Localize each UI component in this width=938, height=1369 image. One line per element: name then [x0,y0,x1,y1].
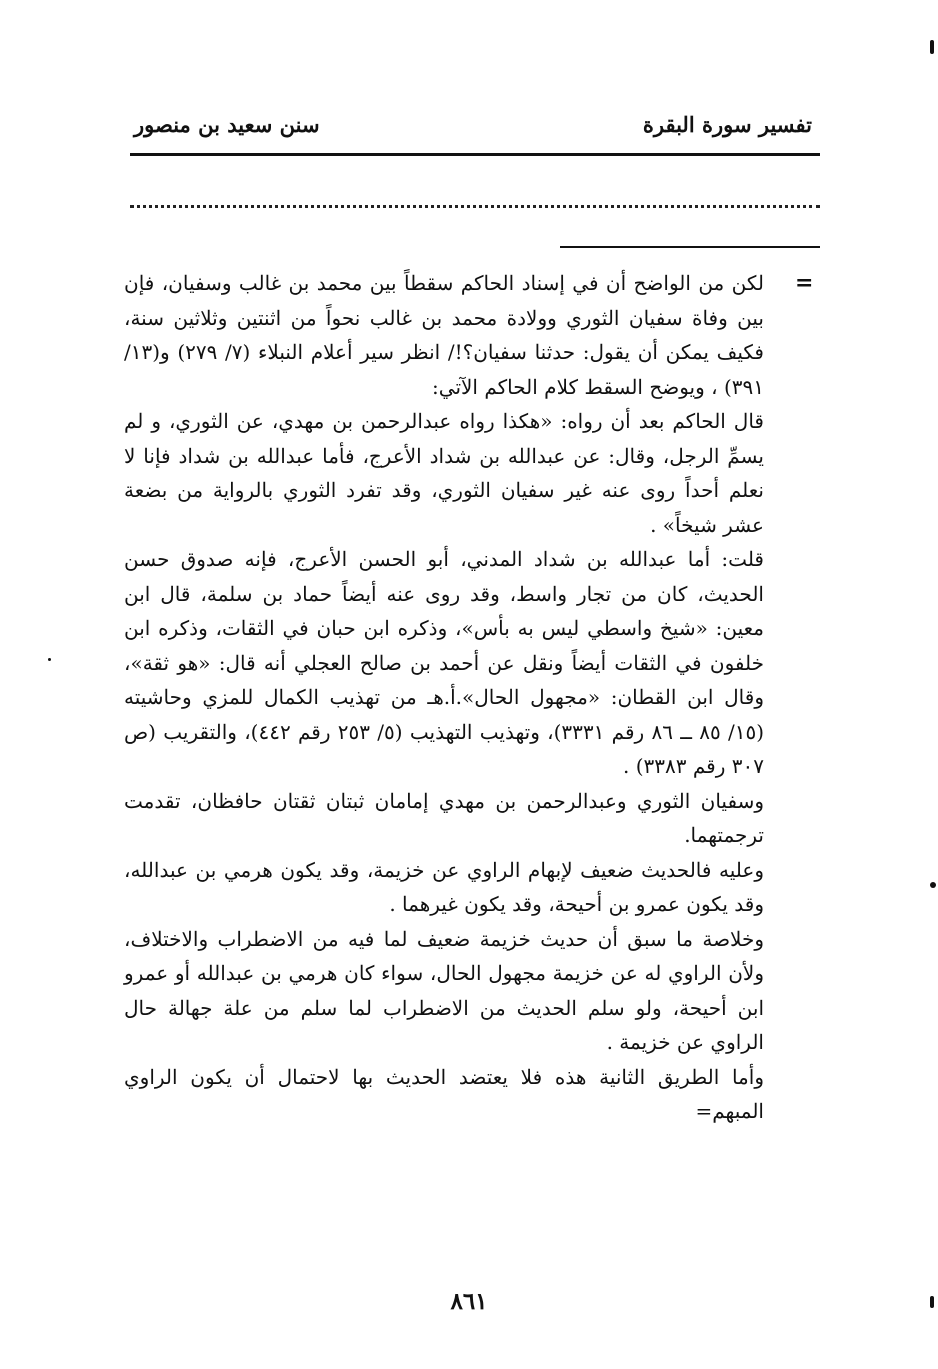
footnote-paragraph: وسفيان الثوري وعبدالرحمن بن مهدي إمامان ثبتان ثقتان حافظان، تقدمت ترجمتهما. [124,788,764,847]
header-chapter-title: تفسير سورة البقرة [642,112,812,137]
scan-margin-mark [930,882,936,888]
footnote-body [124,266,764,1129]
footnote-continuation-mark: = [795,270,814,296]
footnote-paragraph: قال الحاكم بعد أن رواه: «هكذا رواه عبدالرحمن بن مهدي، عن الثوري، و لم يسمِّ الرجل، وقال: عن عبدالله بن شداد الأعرج، فأما عبدالله بن شداد فإنا لا نعلم أحداً روى عنه غير سفيان الثوري، وقد تفرد الثوري بالرواية من بضعة عشر شيخاً» . [124,409,764,537]
footnote-paragraph: وخلاصة ما سبق أن حديث خزيمة ضعيف لما فيه من الاضطراب والاختلاف، ولأن الراوي له عن خزيمة مجهول الحال، سواء كان هرمي بن عبدالله أو عمرو ابن أحيحة، ولو سلم الحديث من الاضطراب لما سلم من علة جهالة حال الراوي عن خزيمة . [124,926,765,1054]
footnote-paragraph: قلت: أما عبدالله بن شداد المدني، أبو الحسن الأعرج، فإنه صدوق حسن الحديث، كان من تجار واسط، وقد روى عنه أيضاً حماد بن سلمة، قال ابن معين: «شيخ واسطي ليس به بأس»، وذكره ابن حبان في الثقات، وذكره ابن خلفون في الثقات أيضاً ونقل عن أحمد بن صالح العجلي أنه قال: «هو ثقة»، وقال ابن القطان: «مجهول الحال».أ.هـ من تهذيب الكمال للمزي وحاشيته (١٥/ ٨٥ ــ ٨٦ رقم ٣٣٣١)، وتهذيب التهذيب (٥/ ٢٥٣ رقم ٤٤٢)، والتقريب (ص ٣٠٧ رقم ٣٣٨٣) . [124,547,765,778]
footnote-paragraph: وعليه فالحديث ضعيف لإبهام الراوي عن خزيمة، وقد يكون هرمي بن عبدالله، وقد يكون عمرو بن أحيحة، وقد يكون غيرهما . [124,857,764,916]
header-divider [130,153,820,156]
scan-margin-mark [48,658,51,661]
running-header [130,112,820,150]
scan-margin-mark [930,1296,934,1308]
page-number: ٨٦١ [450,1288,488,1315]
scan-margin-mark [930,40,934,54]
footnote-paragraph: لكن من الواضح أن في إسناد الحاكم سقطاً بين محمد بن غالب وسفيان، فإن بين وفاة سفيان الثوري وولادة محمد بن غالب نحواً من اثنتين وثلاثين سنة، فكيف يمكن أن يقول: حدثنا سفيان؟!/ انظر سير أعلام النبلاء (٧/ ٢٧٩) و(١٣/ ٣٩١) ، ويوضح السقط كلام الحاكم الآتي: [124,271,764,399]
header-book-title: سنن سعيد بن منصور [134,112,320,137]
footnote-paragraph: وأما الطريق الثانية هذه فلا يعتضد الحديث بها لاحتمال أن يكون الراوي المبهم= [124,1064,764,1123]
dotted-separator [130,205,820,208]
footnote-divider [560,246,820,248]
